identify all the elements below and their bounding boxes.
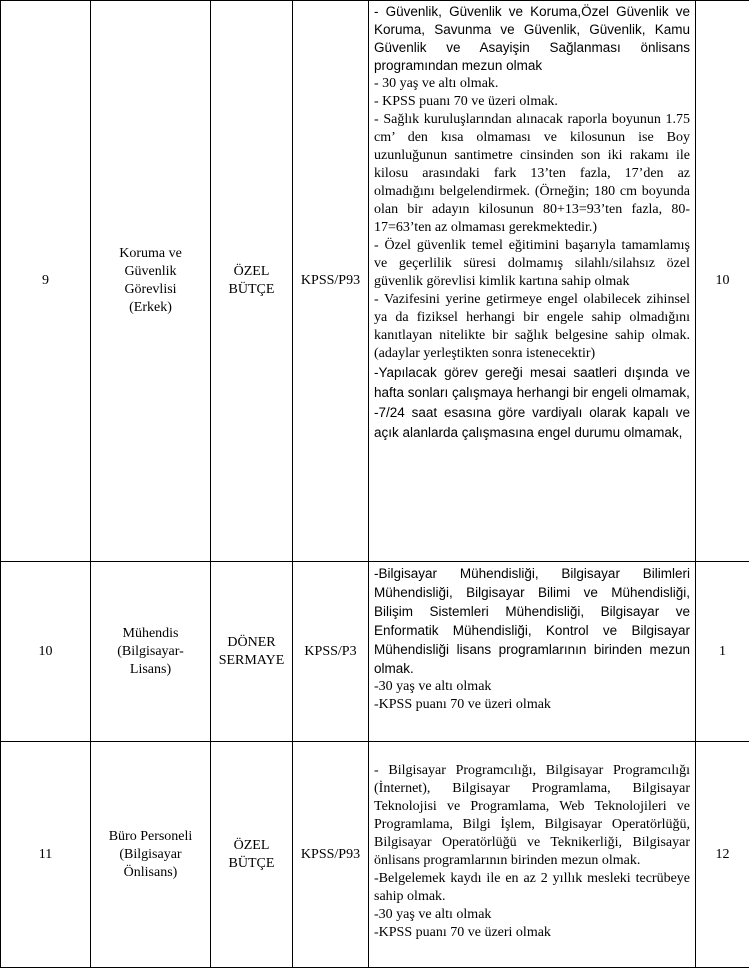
requirement-item: -30 yaş ve altı olmak xyxy=(374,907,492,922)
requirement-item: - Güvenlik, Güvenlik ve Koruma,Özel Güvenlik ve Koruma, Savunma ve Güvenlik, Güvenlik, Kamu Güvenlik ve Asayişin Sağlanması önlisans programından mezun olmak xyxy=(374,4,690,73)
requirement-item: -KPSS puanı 70 ve üzeri olmak xyxy=(374,697,551,712)
budget-type xyxy=(211,1,293,562)
requirements-cell xyxy=(369,1,696,562)
requirement-item: - KPSS puanı 70 ve üzeri olmak. xyxy=(374,94,558,109)
exam-score-type: KPSS/P93 xyxy=(293,742,369,968)
requirement-item: -Belgelemek kaydı ile en az 2 yıllık mesleki tecrübeye sahip olmak. xyxy=(374,871,690,904)
requirements-cell xyxy=(369,562,696,742)
table-row xyxy=(1,562,749,742)
requirements-cell xyxy=(369,742,696,968)
position-title xyxy=(91,1,211,562)
budget-type-line: SERMAYE xyxy=(218,652,285,668)
position-count: 1 xyxy=(696,562,749,742)
position-title-line: Görevlisi xyxy=(124,282,177,297)
position-title-line: (Bilgisayar- xyxy=(117,643,184,659)
exam-score-type: KPSS/P3 xyxy=(293,562,369,742)
position-title-line: Lisans) xyxy=(129,661,172,677)
requirement-item: - 30 yaş ve altı olmak. xyxy=(374,76,499,91)
position-title-line: Büro Personeli xyxy=(108,828,193,844)
exam-score-type: KPSS/P93 xyxy=(293,1,369,562)
table-row xyxy=(1,1,749,562)
budget-type-line: ÖZEL xyxy=(233,837,270,853)
row-number: 10 xyxy=(1,562,91,742)
requirement-item: -7/24 saat esasına göre vardiyalı olarak kapalı ve açık alanlarda çalışmasına engel durumu olmamak, xyxy=(374,405,690,440)
position-count: 10 xyxy=(696,1,749,562)
position-count: 12 xyxy=(696,742,749,968)
position-title-line: Koruma ve xyxy=(119,246,182,261)
requirement-item: - Vazifesini yerine getirmeye engel olabilecek zihinsel ya da fiziksel herhangi bir engele sahip olmadığını kanıtlayan nitelikte bir sağlık belgesine sahip olmak. (adaylar yerleştikten sonra istenecektir) xyxy=(374,292,690,361)
budget-type-line: BÜTÇE xyxy=(228,282,275,297)
requirement-item: - Sağlık kuruluşlarından alınacak raporla boyunun 1.75 cm’ den kısa olmaması ve kilosunun ise Boy uzunluğunun santimetre cinsinden son iki rakamı ile kilosu arasındaki fark 13’ten fazla, 17’den az olmadığını belgelendirmek. (Örneğin; 180 cm boyunda olan bir adayın kilosunun 80+13=93’ten fazla, 80-17=63’ten az olmaması gerekmektedir.) xyxy=(374,112,690,235)
requirement-item: -30 yaş ve altı olmak xyxy=(374,679,492,694)
position-title-line: Önlisans) xyxy=(123,864,178,880)
requirement-item: -KPSS puanı 70 ve üzeri olmak xyxy=(374,925,551,940)
budget-type xyxy=(211,562,293,742)
budget-type-line: BÜTÇE xyxy=(228,855,275,871)
requirement-item: -Yapılacak görev gereği mesai saatleri dışında ve hafta sonları çalışmaya herhangi bir engeli olmamak, xyxy=(374,365,690,400)
table-row xyxy=(1,742,749,968)
budget-type-line: ÖZEL xyxy=(233,264,270,279)
budget-type-line: DÖNER xyxy=(227,634,276,650)
position-title-line: (Erkek) xyxy=(129,300,172,315)
position-title-line: Güvenlik xyxy=(124,264,177,279)
budget-type xyxy=(211,742,293,968)
position-title-line: (Bilgisayar xyxy=(119,846,182,862)
row-number: 11 xyxy=(1,742,91,968)
row-number: 9 xyxy=(1,1,91,562)
position-title xyxy=(91,742,211,968)
requirement-item: - Özel güvenlik temel eğitimini başarıyla tamamlamış ve geçerlilik süresi dolmamış silahlı/silahsız özel güvenlik görevlisi kimlik kartına sahip olmak xyxy=(374,238,690,289)
position-title xyxy=(91,562,211,742)
requirement-item: -Bilgisayar Mühendisliği, Bilgisayar Bilimleri Mühendisliği, Bilgisayar Bilimi ve Mühendisliği, Bilişim Sistemleri Mühendisliği, Bilgisayar ve Enformatik Mühendisliği, Kontrol ve Bilgisayar Mühendisliği lisans programlarının birinden mezun olmak. xyxy=(374,566,690,676)
position-title-line: Mühendis xyxy=(122,625,179,641)
requirement-item: - Bilgisayar Programcılığı, Bilgisayar Programcılığı (İnternet), Bilgisayar Programlama, Bilgisayar Teknolojisi ve Programlama, Web Teknolojileri ve Programlama, Bilgi İşlem, Bilgisayar Operatörlüğü, Bilgisayar Operatörlüğü ve Teknikerliği, Bilgisayar önlisans programlarının birinden mezun olmak. xyxy=(374,763,690,868)
